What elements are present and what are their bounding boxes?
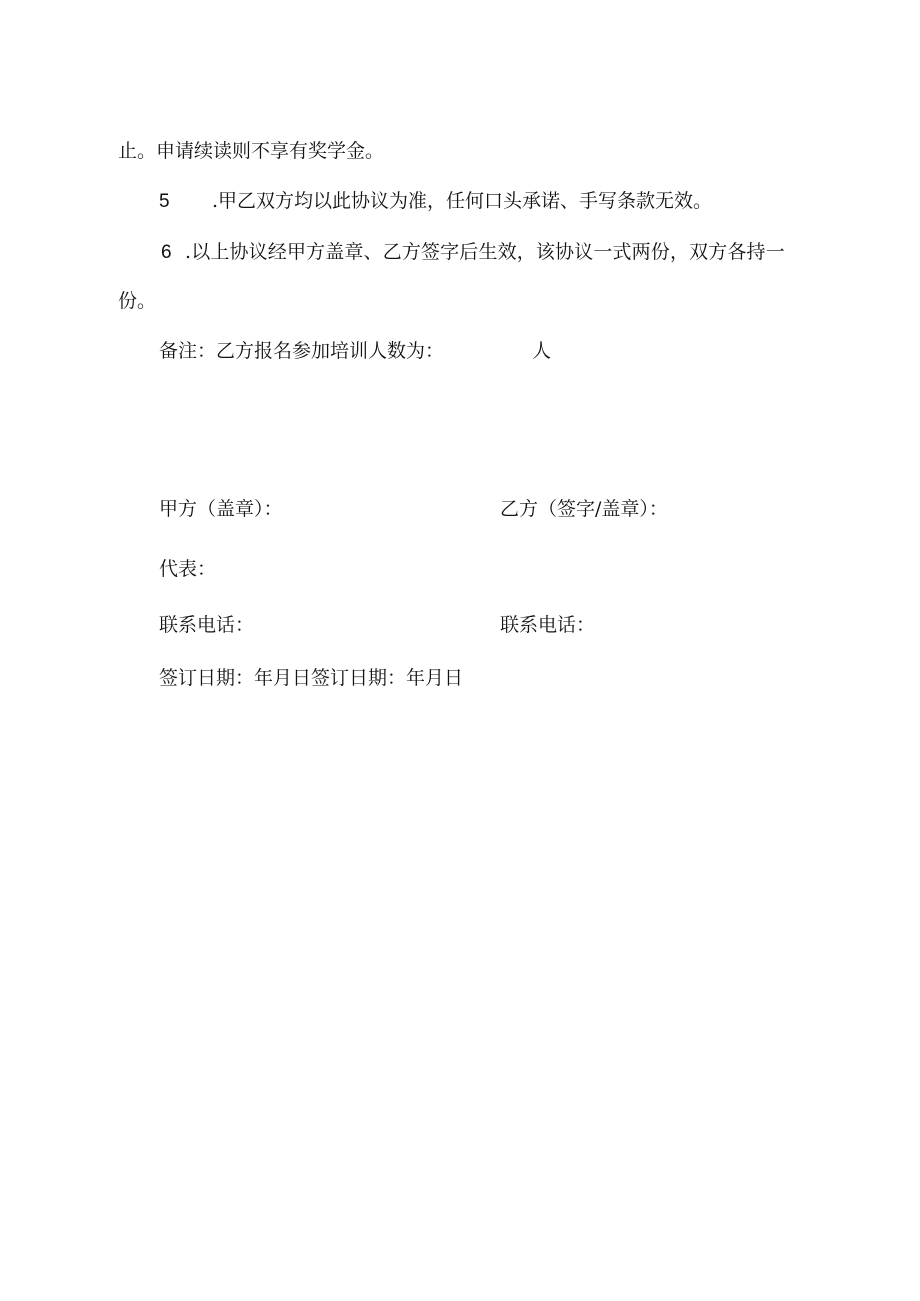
note-label: 备注：乙方报名参加培训人数为： [159, 340, 445, 362]
clause-5-text: .甲乙双方均以此协议为准，任何口头承诺、手写条款无效。 [212, 190, 713, 212]
representative-label: 代表： [159, 558, 217, 580]
paragraph-continuation: 止。申请续读则不享有奖学金。 [118, 140, 385, 162]
clause-6-continuation: 份。 [118, 290, 157, 312]
clause-6-number: 6 [161, 242, 172, 263]
note-unit: 人 [532, 340, 552, 362]
party-a-phone-label: 联系电话： [159, 614, 255, 636]
clause-5-number: 5 [159, 191, 170, 212]
clause-6-text: .以上协议经甲方盖章、乙方签字后生效，该协议一式两份，双方各持一 [185, 241, 785, 263]
sign-date-line: 签订日期：年月日签订日期：年月日 [159, 667, 464, 689]
party-a-seal-label: 甲方（盖章）： [159, 498, 283, 520]
party-b-phone-label: 联系电话： [500, 614, 596, 636]
party-b-sign-label: 乙方（签字/盖章）： [500, 498, 668, 520]
